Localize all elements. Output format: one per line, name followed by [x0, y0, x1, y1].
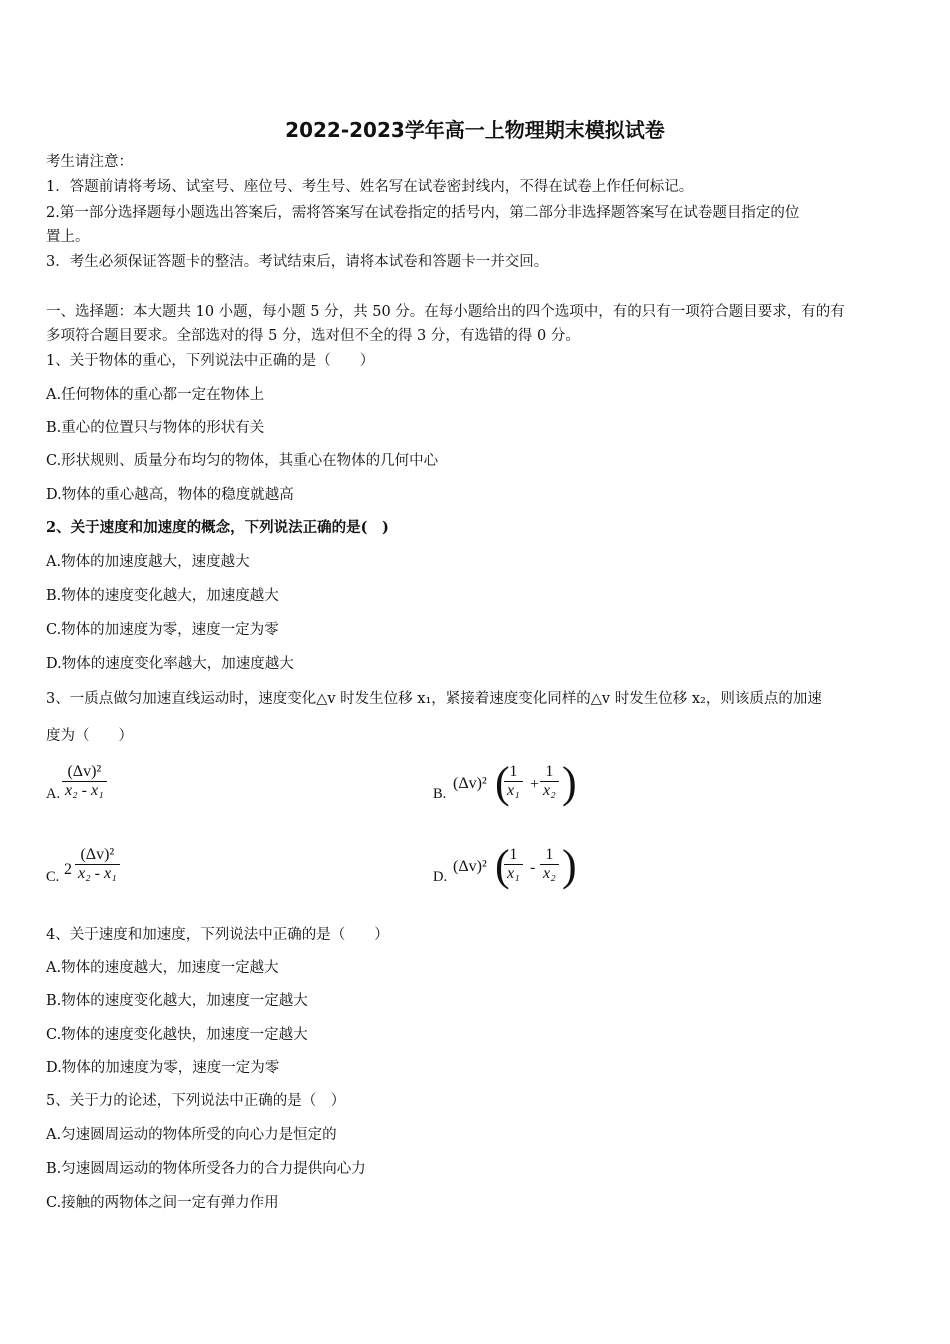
question-2-option-a: A.物体的加速度越大，速度越大 [46, 554, 250, 570]
page-title: 2022-2023学年高一上物理期末模拟试卷 [285, 118, 665, 142]
formula-operator: - [530, 859, 536, 876]
formula-denominator: x₂ - x₁ [75, 864, 120, 883]
notice-item: 置上。 [46, 229, 90, 245]
formula-left-paren: ( [495, 841, 510, 890]
question-4-option-a: A.物体的速度越大，加速度一定越大 [46, 960, 279, 976]
question-1-option-a: A.任何物体的重心都一定在物体上 [46, 387, 265, 403]
question-2-option-b: B.物体的速度变化越大，加速度越大 [46, 588, 279, 604]
question-5-stem: 5、关于力的论述，下列说法中正确的是（ ） [46, 1093, 346, 1109]
question-1-stem: 1、关于物体的重心，下列说法中正确的是（ ） [46, 353, 375, 369]
question-1-option-b: B.重心的位置只与物体的形状有关 [46, 420, 265, 436]
formula-coefficient: (Δv)² [453, 858, 487, 875]
question-4-stem: 4、关于速度和加速度，下列说法中正确的是（ ） [46, 927, 389, 943]
section-heading: 一、选择题：本大题共 10 小题，每小题 5 分，共 50 分。在每小题给出的四个选项中，有的只有一项符合题目要求，有的有 [46, 304, 845, 320]
question-5-option-c: C.接触的两物体之间一定有弹力作用 [46, 1195, 279, 1211]
notice-item: 2.第一部分选择题每小题选出答案后，需将答案写在试卷指定的括号内，第二部分非选择题答案写在试卷题目指定的位 [46, 205, 800, 221]
question-5-option-b: B.匀速圆周运动的物体所受各力的合力提供向心力 [46, 1161, 366, 1177]
question-1-option-c: C.形状规则、质量分布均匀的物体，其重心在物体的几何中心 [46, 453, 439, 469]
formula-fraction-1-over-x1: $\frac{1}{\text{x₁}}$ [504, 763, 523, 800]
question-3-option-a-label: A. [46, 786, 61, 802]
formula-coefficient: 2 [64, 861, 72, 878]
question-1-option-d: D.物体的重心越高，物体的稳度就越高 [46, 487, 294, 503]
formula-fraction-1-over-x2: $\frac{1}{\text{x₂}}$ [540, 763, 559, 800]
formula-coefficient: (Δv)² [453, 775, 487, 792]
question-4-option-b: B.物体的速度变化越大，加速度一定越大 [46, 993, 308, 1009]
notice-item: 1．答题前请将考场、试室号、座位号、考生号、姓名写在试卷密封线内，不得在试卷上作任何标记。 [46, 179, 694, 195]
question-3-option-c-label: C. [46, 869, 60, 885]
question-2-option-d: D.物体的速度变化率越大，加速度越大 [46, 656, 294, 672]
question-4-option-d: D.物体的加速度为零，速度一定为零 [46, 1060, 280, 1076]
question-3-option-c-formula [75, 846, 120, 883]
question-2-option-c: C.物体的加速度为零，速度一定为零 [46, 622, 279, 638]
formula-fraction-1-over-x2: $\frac{1}{\text{x₂}}$ [540, 846, 559, 883]
question-3-option-b-label: B. [433, 786, 447, 802]
formula-numerator: (Δv)² [80, 846, 115, 863]
formula-operator: + [530, 776, 540, 793]
formula-right-paren: ) [562, 758, 577, 807]
notice-heading: 考生请注意： [46, 154, 133, 170]
formula-denominator: x₂ - x₁ [62, 781, 107, 800]
notice-item: 3．考生必须保证答题卡的整洁。考试结束后，请将本试卷和答题卡一并交回。 [46, 254, 549, 270]
question-3-option-a-formula [62, 763, 107, 800]
formula-fraction-1-over-x1: $\frac{1}{\text{x₁}}$ [504, 846, 523, 883]
question-2-stem: 2、关于速度和加速度的概念，下列说法正确的是( ) [46, 519, 389, 536]
formula-numerator: (Δv)² [67, 763, 102, 780]
question-4-option-c: C.物体的速度变化越快，加速度一定越大 [46, 1027, 308, 1043]
formula-left-paren: ( [495, 758, 510, 807]
question-3-stem: 3、一质点做匀加速直线运动时，速度变化△v 时发生位移 x₁，紧接着速度变化同样的△v 时发生位移 x₂，则该质点的加速 [46, 691, 822, 707]
section-heading-cont: 多项符合题目要求。全部选对的得 5 分，选对但不全的得 3 分，有选错的得 0 分。 [46, 328, 580, 344]
formula-right-paren: ) [562, 841, 577, 890]
question-5-option-a: A.匀速圆周运动的物体所受的向心力是恒定的 [46, 1127, 337, 1143]
question-3-option-d-label: D. [433, 869, 448, 885]
question-3-stem-cont: 度为（ ） [46, 728, 133, 744]
